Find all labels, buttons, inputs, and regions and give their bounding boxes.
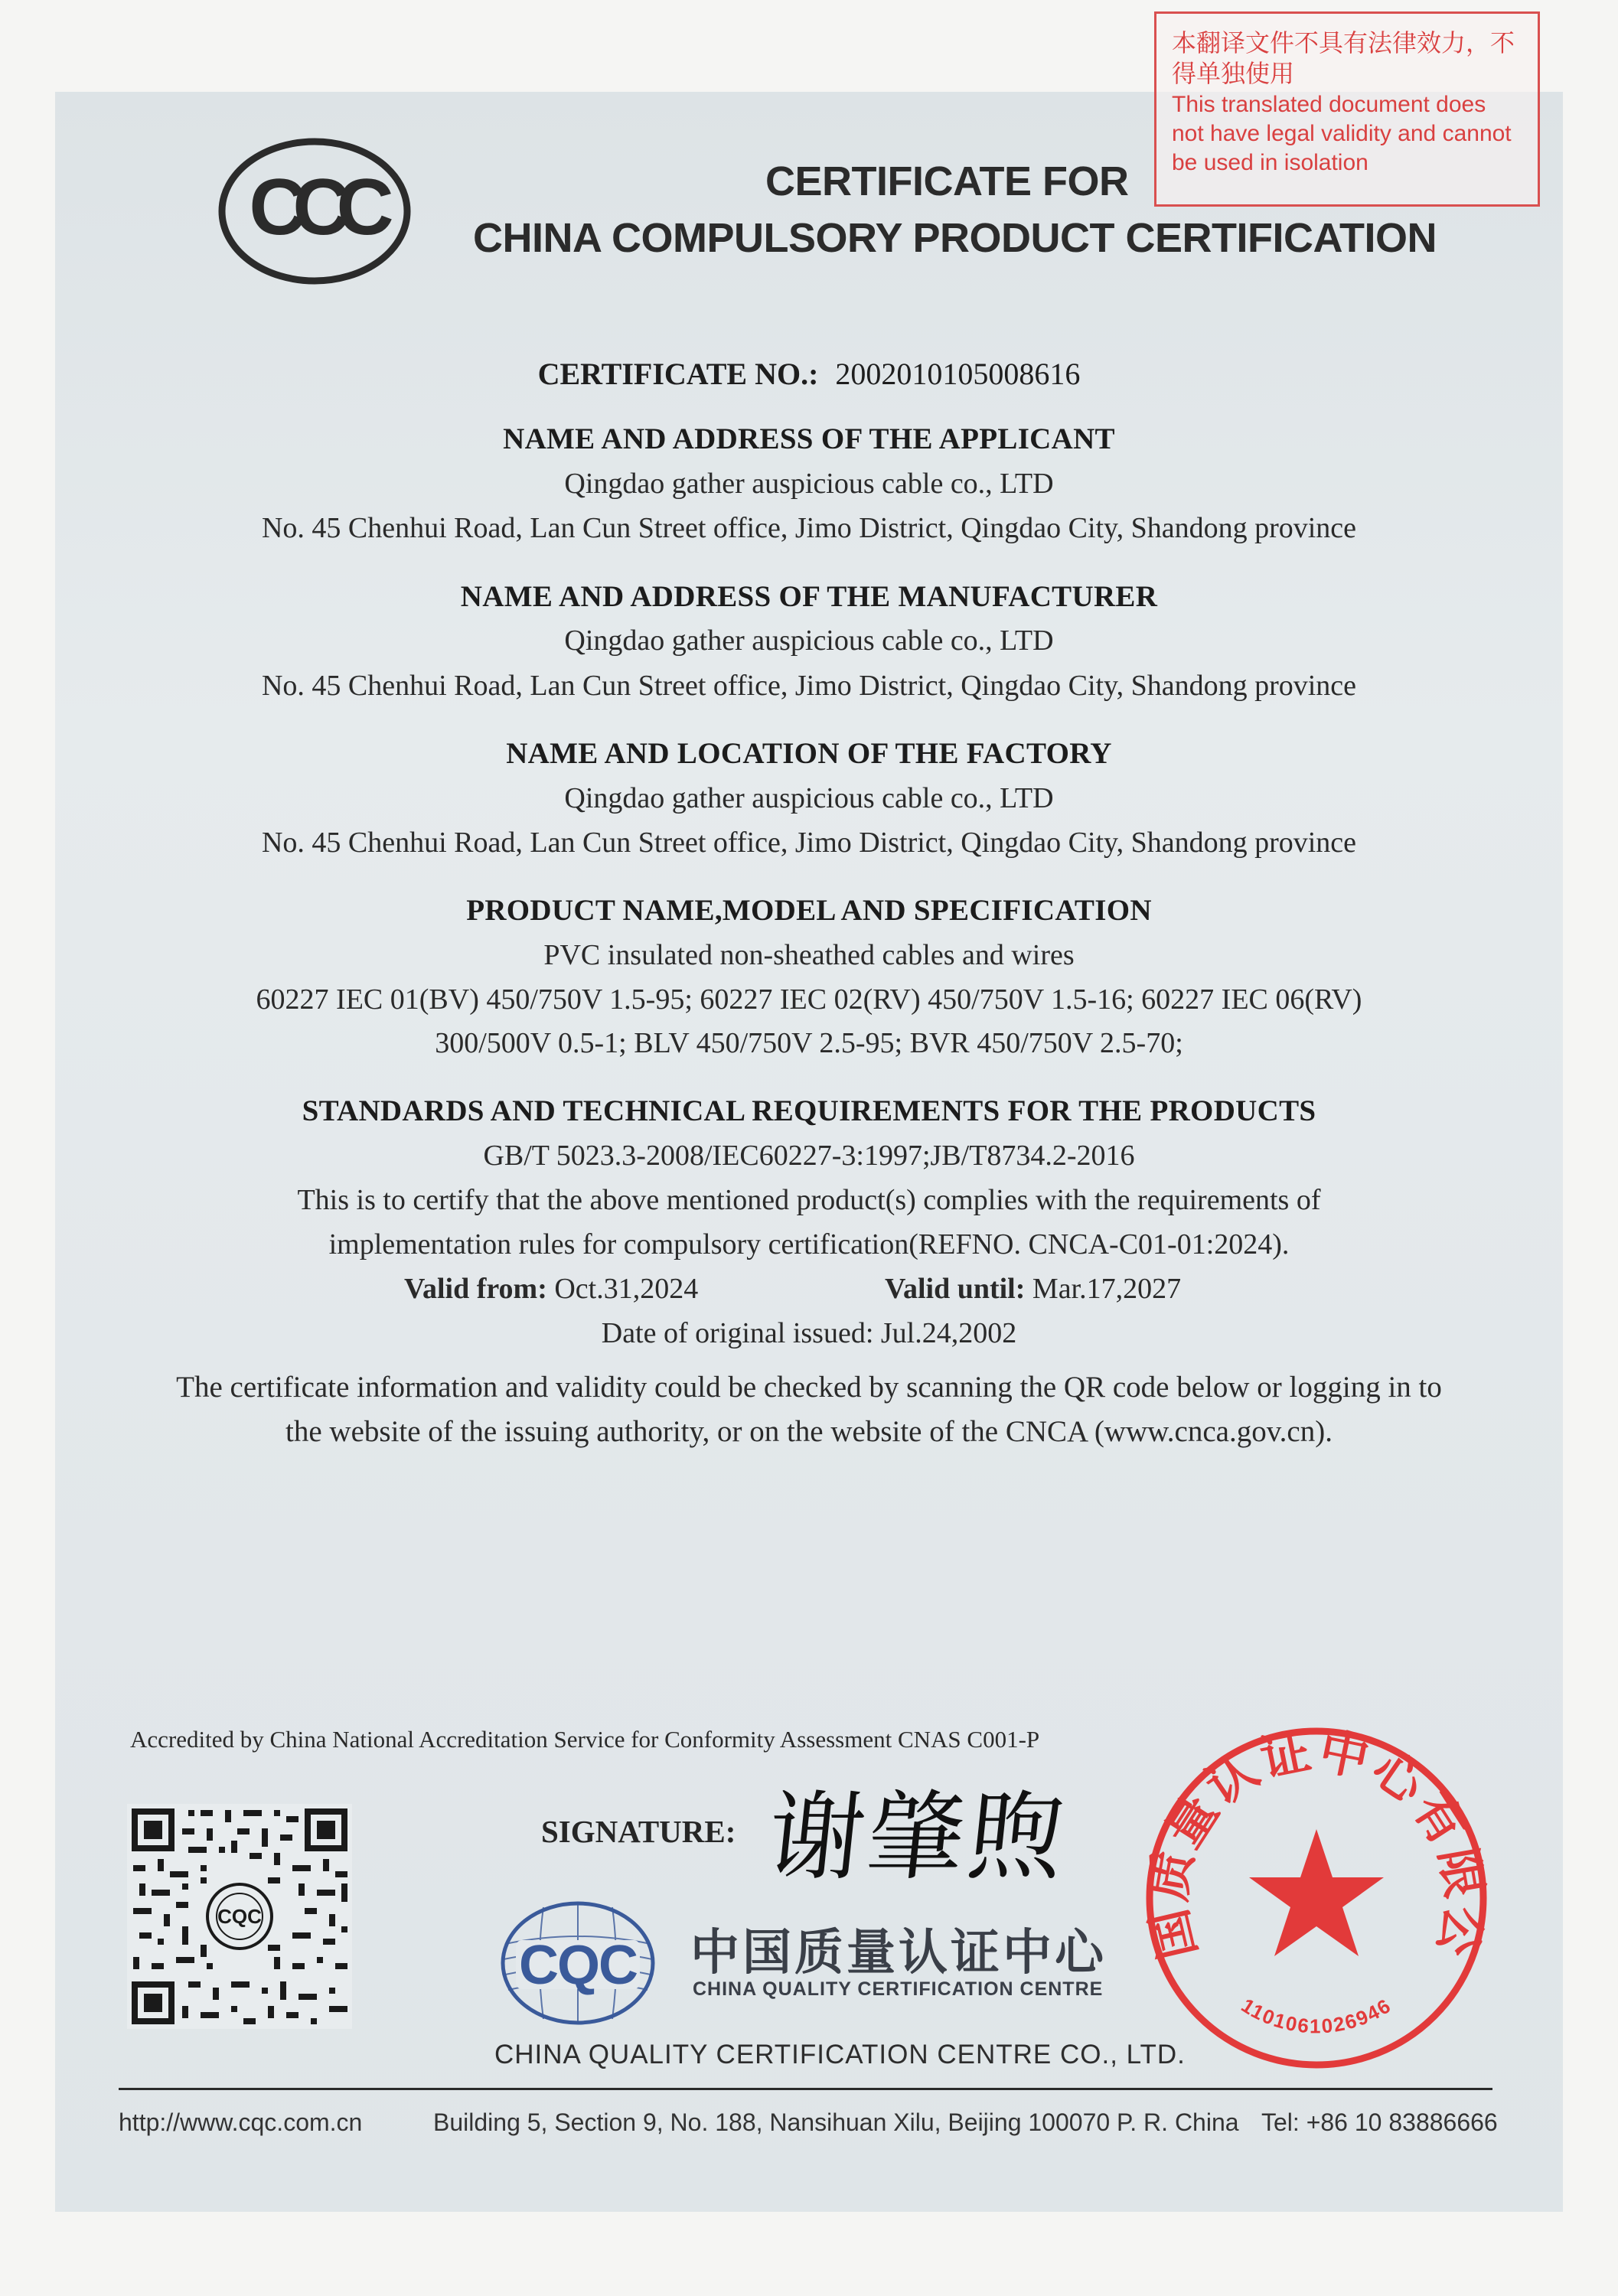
check-info-line2: the website of the issuing authority, or on the website of the CNCA (www.cnca.gov.cn).	[285, 1415, 1333, 1448]
qr-code[interactable]	[127, 1804, 352, 2029]
seal-text: 国质量认证中心有限公	[1140, 1724, 1492, 1965]
original-issued-date: Date of original issued: Jul.24,2002	[601, 1317, 1017, 1349]
cqc-logo	[497, 1898, 658, 2028]
product-heading: PRODUCT NAME,MODEL AND SPECIFICATION	[466, 894, 1152, 927]
signature-label: SIGNATURE:	[541, 1814, 736, 1849]
factory-address: No. 45 Chenhui Road, Lan Cun Street office, Jimo District, Qingdao City, Shandong province	[261, 827, 1357, 859]
product-spec-line1: 60227 IEC 01(BV) 450/750V 1.5-95; 60227 IEC 02(RV) 450/750V 1.5-16; 60227 IEC 06(RV)	[256, 983, 1362, 1016]
certificate-number-row	[0, 356, 1618, 392]
footer-website[interactable]: http://www.cqc.com.cn	[119, 2108, 363, 2136]
manufacturer-address: No. 45 Chenhui Road, Lan Cun Street office, Jimo District, Qingdao City, Shandong province	[261, 670, 1357, 702]
signature-handwriting: 谢肇煦	[762, 1786, 1073, 1892]
cqc-name-cn: 中国质量认证中心	[690, 1925, 1107, 1980]
valid-from	[404, 1272, 698, 1306]
official-seal	[1140, 1718, 1492, 2078]
disclaimer-cn: 本翻译文件不具有法律效力，不得单独使用	[1172, 29, 1515, 87]
title-line1: CERTIFICATE FOR	[765, 158, 1129, 204]
product-name: PVC insulated non-sheathed cables and wires	[543, 939, 1075, 971]
valid-until-value: Mar.17,2027	[1032, 1273, 1182, 1305]
valid-until	[885, 1272, 1181, 1306]
certificate-number-label: CERTIFICATE NO.:	[537, 357, 819, 391]
cqc-logo-text: CQC	[519, 1935, 637, 1996]
factory-heading: NAME AND LOCATION OF THE FACTORY	[506, 737, 1112, 770]
disclaimer-en: This translated document does not have legal validity and cannot be used in isolation	[1172, 92, 1512, 175]
check-info-line1: The certificate information and validity could be checked by scanning the QR code below or logging in to	[176, 1371, 1442, 1404]
footer-divider	[119, 2088, 1492, 2090]
accreditation-note: Accredited by China National Accreditation Service for Conformity Assessment CNAS C001-P	[130, 1726, 1040, 1753]
applicant-address: No. 45 Chenhui Road, Lan Cun Street office, Jimo District, Qingdao City, Shandong province	[261, 512, 1357, 544]
footer-tel: Tel: +86 10 83886666	[1261, 2108, 1498, 2136]
product-spec-line2: 300/500V 0.5-1; BLV 450/750V 2.5-95; BVR 450/750V 2.5-70;	[435, 1027, 1183, 1059]
valid-from-value: Oct.31,2024	[554, 1273, 699, 1305]
manufacturer-name: Qingdao gather auspicious cable co., LTD	[564, 625, 1054, 657]
title-line2: CHINA COMPULSORY PRODUCT CERTIFICATION	[473, 215, 1437, 261]
factory-name: Qingdao gather auspicious cable co., LTD	[564, 782, 1054, 814]
applicant-heading: NAME AND ADDRESS OF THE APPLICANT	[503, 422, 1115, 455]
certificate-number-value: 2002010105008616	[835, 357, 1081, 391]
qr-badge-text: CQC	[217, 1905, 262, 1928]
valid-until-label: Valid until:	[885, 1273, 1026, 1305]
ccc-logo	[217, 136, 412, 286]
seal-number: 1101061026946	[1237, 1993, 1396, 2038]
footer-address: Building 5, Section 9, No. 188, Nansihuan Xilu, Beijing 100070 P. R. China	[433, 2108, 1239, 2136]
ccc-logo-text: CCC	[249, 163, 380, 252]
applicant-name: Qingdao gather auspicious cable co., LTD	[564, 468, 1054, 500]
cqc-name-en: CHINA QUALITY CERTIFICATION CENTRE	[693, 1978, 1104, 2000]
standards-value: GB/T 5023.3-2008/IEC60227-3:1997;JB/T8734.2-2016	[483, 1140, 1135, 1172]
standards-heading: STANDARDS AND TECHNICAL REQUIREMENTS FOR THE PRODUCTS	[302, 1094, 1316, 1127]
manufacturer-heading: NAME AND ADDRESS OF THE MANUFACTURER	[460, 580, 1158, 613]
valid-from-label: Valid from:	[404, 1273, 547, 1305]
cqc-company: CHINA QUALITY CERTIFICATION CENTRE CO., LTD.	[494, 2040, 1186, 2069]
svg-text:1101061026946	[1238, 1994, 1396, 2038]
certify-line2: implementation rules for compulsory certification(REFNO. CNCA-C01-01:2024).	[328, 1228, 1290, 1261]
certify-line1: This is to certify that the above mentioned product(s) complies with the requirements of	[297, 1184, 1321, 1216]
